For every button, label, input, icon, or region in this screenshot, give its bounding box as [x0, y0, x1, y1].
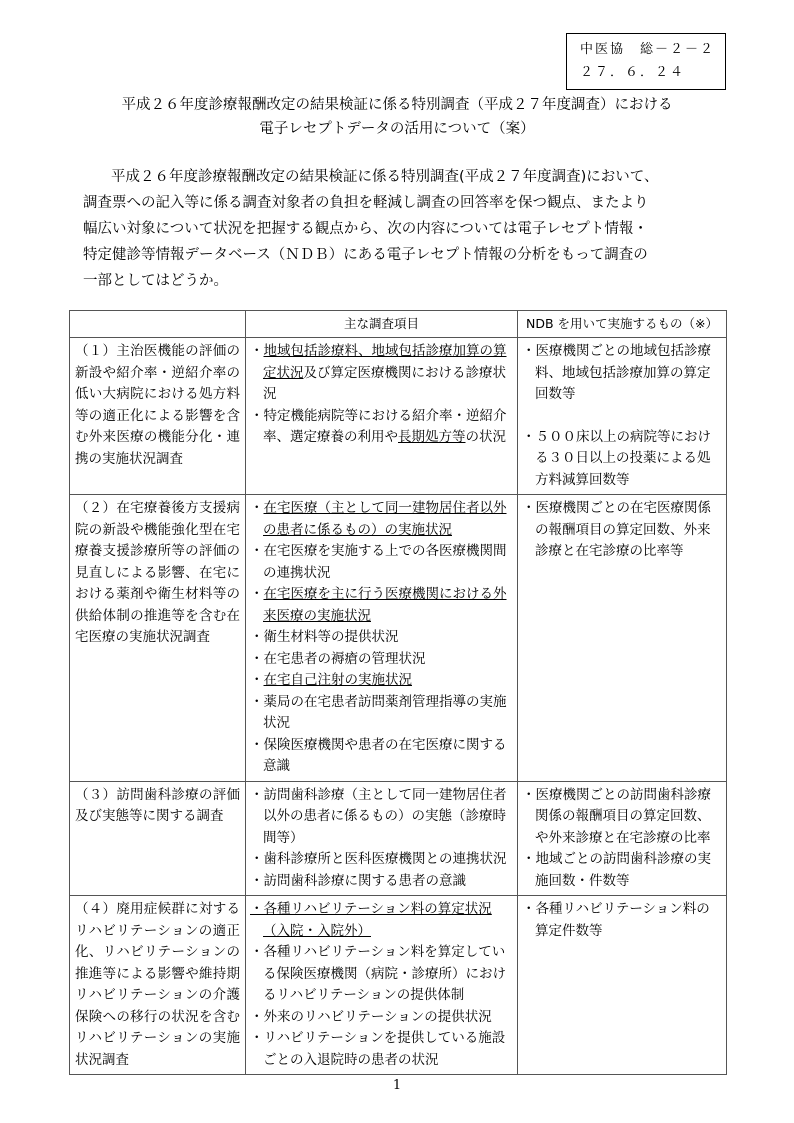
table-row	[70, 338, 727, 495]
survey-item: ・特定機能病院等における紹介率・逆紹介率、選定療養の利用や長期処方等の状況	[250, 407, 507, 445]
row-items	[246, 781, 518, 896]
header-items: 主な調査項目	[246, 311, 518, 338]
intro-line-2: 調査票への記入等に係る調査対象者の負担を軽減し調査の回答率を保つ観点、またより	[83, 195, 649, 211]
survey-item: ・在宅医療（主として同一建物居住者以外の患者に係るもの）の実施状況	[250, 500, 507, 538]
table-row	[70, 495, 727, 782]
survey-item: ・在宅自己注射の実施状況	[250, 672, 412, 688]
survey-table	[69, 310, 727, 1075]
survey-item: ・衛生材料等の提供状況	[250, 629, 399, 645]
ndb-item: ・地域ごとの訪問歯科診療の実施回数・件数等	[522, 851, 711, 889]
title-line-2: 電子レセプトデータの活用について（案）	[259, 121, 535, 137]
survey-item: ・訪問歯科診療に関する患者の意識	[250, 872, 466, 889]
intro-paragraph	[83, 164, 723, 294]
intro-line-4: 特定健診等情報データベース（ＮＤＢ）にある電子レセプト情報の分析をもって調査の	[83, 247, 648, 263]
survey-item: ・保険医療機関や患者の在宅医療に関する意識	[250, 736, 507, 774]
row-subject: （２）在宅療養後方支援病院の新設や機能強化型在宅療養支援診療所等の評価の見直しによる影響、在宅における薬剤や衛生材料等の供給体制の推進等を含む在宅医療の実施状況調査	[70, 495, 246, 782]
row-ndb	[518, 338, 727, 495]
row-subject: （４）廃用症候群に対するリハビリテーションの適正化、リハビリテーションの推進等による影響や維持期リハビリテーションの介護保険への移行の状況を含むリハビリテーションの実施状況調査	[70, 896, 246, 1075]
survey-item: ・在宅患者の褥瘡の管理状況	[250, 650, 426, 667]
page-number: 1	[392, 1078, 402, 1093]
survey-item: ・各種リハビリテーション料の算定状況（入院・入院外）	[250, 901, 492, 939]
document-title	[80, 93, 714, 141]
survey-item: ・外来のリハビリテーションの提供状況	[250, 1008, 492, 1025]
row-ndb	[518, 495, 727, 782]
header-subject	[70, 311, 246, 338]
table-row	[70, 896, 727, 1075]
ndb-item: ・各種リハビリテーション料の算定件数等	[522, 901, 710, 939]
header-ndb: NDB を用いて実施するもの（※）	[518, 311, 727, 338]
row-items	[246, 896, 518, 1075]
row-ndb	[518, 896, 727, 1075]
survey-item: ・訪問歯科診療（主として同一建物居住者以外の患者に係るもの）の実態（診療時間等）	[250, 786, 507, 846]
row-ndb	[518, 781, 727, 896]
survey-item: ・各種リハビリテーション料を算定している保険医療機関（病院・診療所）におけるリハビリテーションの提供体制	[250, 944, 506, 1003]
table-header-row	[70, 311, 727, 338]
row-subject: （３）訪問歯科診療の評価及び実態等に関する調査	[70, 781, 246, 896]
ndb-item: ・医療機関ごとの訪問歯科診療関係の報酬項目の算定回数、や外来診療と在宅診療の比率	[522, 786, 711, 846]
survey-item: ・地域包括診療料、地域包括診療加算の算定状況及び算定医療機関における診療状況	[250, 343, 507, 402]
stamp-line-1: 中医協 総－２－２	[580, 42, 716, 57]
survey-item: ・在宅医療を主に行う医療機関における外来医療の実施状況	[250, 586, 507, 624]
document-stamp	[566, 33, 726, 90]
row-items	[246, 495, 518, 782]
intro-line-5: 一部としてはどうか。	[83, 273, 228, 289]
survey-item: ・薬局の在宅患者訪問薬剤管理指導の実施状況	[250, 693, 507, 731]
ndb-item: ・５００床以上の病院等における３０日以上の投薬による処方料減算回数等	[522, 428, 711, 488]
row-subject: （１）主治医機能の評価の新設や紹介率・逆紹介率の低い大病院における処方料等の適正化による影響を含む外来医療の機能分化・連携の実施状況調査	[70, 338, 246, 495]
row-items	[246, 338, 518, 495]
table-row	[70, 781, 727, 896]
title-line-1: 平成２６年度診療報酬改定の結果検証に係る特別調査（平成２７年度調査）における	[121, 97, 673, 113]
survey-item: ・歯科診療所と医科医療機関との連携状況	[250, 851, 507, 867]
survey-item: ・リハビリテーションを提供している施設ごとの入退院時の患者の状況	[250, 1030, 506, 1068]
ndb-item: ・医療機関ごとの地域包括診療料、地域包括診療加算の算定回数等	[522, 343, 711, 402]
stamp-line-2: ２７．６．２４	[580, 65, 686, 80]
ndb-item: ・医療機関ごとの在宅医療関係の報酬項目の算定回数、外来診療と在宅診療の比率等	[522, 500, 711, 559]
intro-line-1: 平成２６年度診療報酬改定の結果検証に係る特別調査(平成２７年度調査)において、	[111, 169, 659, 185]
intro-line-3: 幅広い対象について状況を把握する観点から、次の内容については電子レセプト情報・	[83, 221, 648, 237]
survey-item: ・在宅医療を実施する上での各医療機関間の連携状況	[250, 543, 507, 581]
